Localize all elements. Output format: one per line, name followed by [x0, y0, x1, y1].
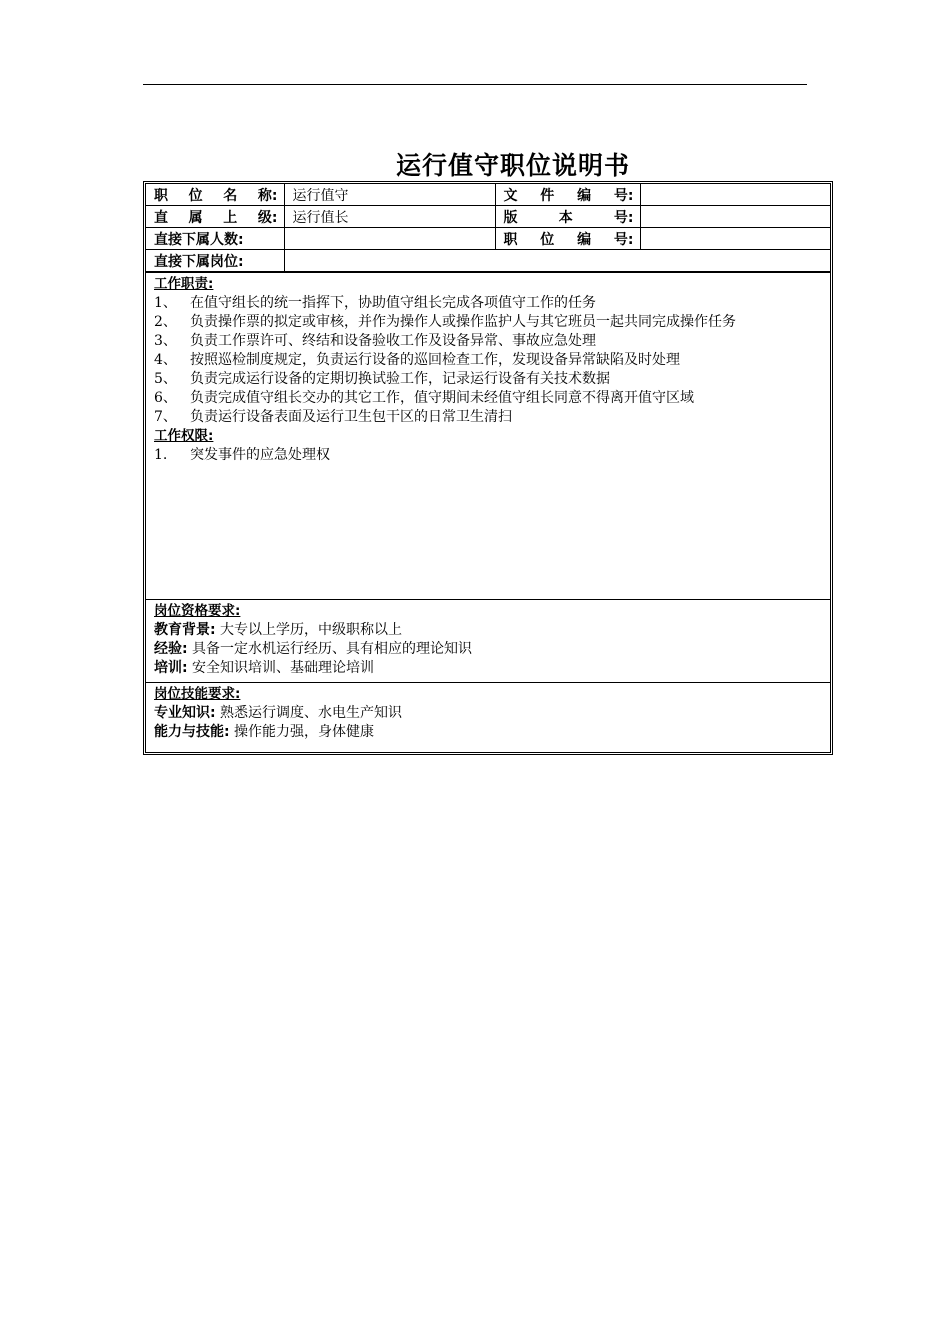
label-char: 编	[577, 231, 592, 248]
duties-heading: 工作职责:	[154, 276, 214, 292]
duty-number: 7、	[154, 409, 177, 425]
authority-item	[154, 446, 822, 465]
version-value	[640, 206, 830, 228]
job-description-form	[143, 181, 833, 755]
duty-item	[154, 370, 822, 389]
duty-text: 负责操作票的拟定或审核，并作为操作人或操作监护人与其它班员一起共同完成操作任务	[190, 314, 736, 330]
duty-item	[154, 408, 822, 427]
document-title: 运行值守职位说明书	[395, 151, 630, 180]
skills-section	[146, 682, 830, 752]
label-char: 号:	[613, 231, 634, 248]
skill-label: 能力与技能:	[154, 724, 230, 740]
label-char: 级:	[257, 209, 278, 226]
duty-number: 3、	[154, 333, 177, 349]
duty-text: 负责工作票许可、终结和设备验收工作及设备异常、事故应急处理	[190, 333, 596, 349]
label-char: 文	[503, 187, 518, 204]
skills-list	[154, 704, 822, 742]
duty-item	[154, 294, 822, 313]
label-char: 职	[154, 187, 168, 204]
skill-text: 熟悉运行调度、水电生产知识	[215, 705, 403, 721]
qualification-text: 安全知识培训、基础理论培训	[187, 660, 375, 676]
subordinate-count-label	[154, 229, 284, 249]
qualification-list	[154, 621, 822, 678]
subordinate-positions-label	[154, 251, 284, 271]
label-char: 职	[503, 231, 518, 248]
duty-text: 负责完成值守组长交办的其它工作，值守期间未经值守组长同意不得离开值守区域	[190, 390, 694, 406]
document-number-label	[504, 185, 640, 205]
duty-number: 1、	[154, 295, 177, 311]
label-char: 属	[188, 209, 203, 226]
label-char: 件	[540, 187, 555, 204]
duty-item	[154, 332, 822, 351]
duty-item	[154, 313, 822, 332]
duty-number: 4、	[154, 352, 177, 368]
authority-text: 突发事件的应急处理权	[190, 447, 330, 463]
label-char: 直接下属岗位:	[154, 253, 244, 270]
qualification-label: 教育背景:	[154, 622, 216, 638]
qualification-label: 培训:	[154, 660, 188, 676]
label-char: 号:	[613, 209, 634, 226]
document-number-value	[640, 184, 830, 206]
label-char: 上	[223, 209, 238, 226]
qualification-item	[154, 659, 822, 678]
skill-item	[154, 723, 822, 742]
header-rule	[143, 84, 807, 85]
duty-text: 按照巡检制度规定，负责运行设备的巡回检查工作，发现设备异常缺陷及时处理	[190, 352, 680, 368]
version-label	[504, 207, 640, 227]
qualification-text: 具备一定水机运行经历、具有相应的理论知识	[187, 641, 473, 657]
header-row-supervisor	[146, 206, 830, 228]
duty-text: 在值守组长的统一指挥下，协助值守组长完成各项值守工作的任务	[190, 295, 596, 311]
duty-item	[154, 389, 822, 408]
label-char: 位	[188, 187, 203, 204]
qualification-item	[154, 621, 822, 640]
duty-number: 6、	[154, 390, 177, 406]
authority-list	[154, 446, 822, 465]
position-number-value	[640, 228, 830, 250]
position-number-label	[504, 229, 640, 249]
label-char: 直接下属人数:	[154, 231, 244, 248]
skill-item	[154, 704, 822, 723]
header-table	[146, 184, 830, 272]
duty-text: 负责运行设备表面及运行卫生包干区的日常卫生清扫	[190, 409, 512, 425]
duties-section	[146, 272, 830, 599]
label-char: 称:	[257, 187, 278, 204]
qualification-item	[154, 640, 822, 659]
label-char: 编	[577, 187, 592, 204]
supervisor-value: 运行值长	[284, 206, 495, 228]
subordinate-count-value	[284, 228, 495, 250]
supervisor-label	[154, 207, 284, 227]
label-char: 名	[223, 187, 238, 204]
label-char: 版	[503, 209, 518, 226]
duty-item	[154, 351, 822, 370]
skills-heading: 岗位技能要求:	[154, 686, 241, 702]
duty-text: 负责完成运行设备的定期切换试验工作，记录运行设备有关技术数据	[190, 371, 610, 387]
position-name-label	[154, 185, 284, 205]
qualification-heading: 岗位资格要求:	[154, 603, 241, 619]
skill-text: 操作能力强，身体健康	[229, 724, 375, 740]
qualification-label: 经验:	[154, 641, 188, 657]
authority-heading: 工作权限:	[154, 428, 214, 444]
skill-label: 专业知识:	[154, 705, 216, 721]
label-char: 本	[558, 209, 573, 226]
label-char: 直	[154, 209, 168, 226]
qualification-section	[146, 599, 830, 682]
label-char: 号:	[613, 187, 634, 204]
duties-list	[154, 294, 822, 427]
header-row-subordinate-positions	[146, 250, 830, 272]
label-char: 位	[540, 231, 555, 248]
qualification-text: 大专以上学历，中级职称以上	[215, 622, 403, 638]
subordinate-positions-value	[284, 250, 830, 272]
duty-number: 2、	[154, 314, 177, 330]
authority-number: 1.	[154, 447, 168, 463]
position-name-value: 运行值守	[284, 184, 495, 206]
header-row-title	[146, 184, 830, 206]
header-row-subordinates	[146, 228, 830, 250]
duty-number: 5、	[154, 371, 177, 387]
